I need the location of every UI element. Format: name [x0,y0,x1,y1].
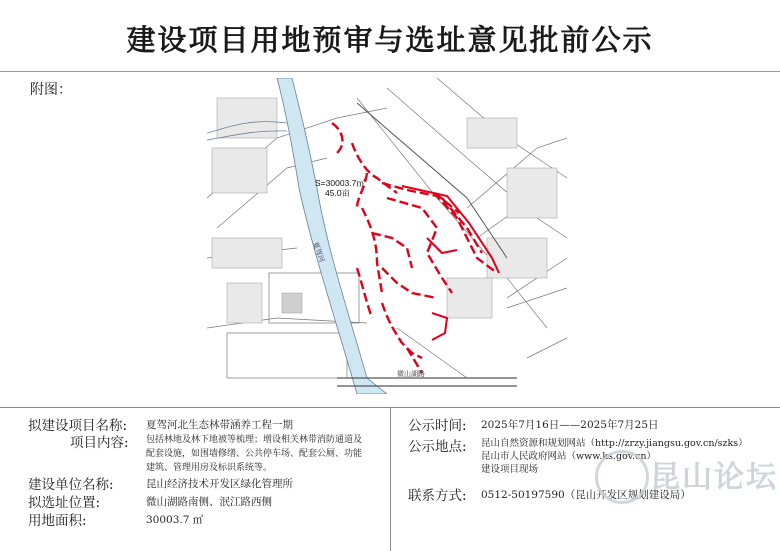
area-value: 30003.7 ㎡ [146,514,204,526]
watermark-logo [595,450,649,504]
map-road-label: 微山湖路 [397,370,425,378]
location-label: 拟选址位置: [28,495,101,511]
figure-label: 附图： [30,82,72,98]
map-area-mu: 45.0亩 [325,188,351,198]
unit-label: 建设单位名称: [28,477,114,493]
content-text [146,433,362,475]
place-line-2: 昆山市人民政府网站（www.ks.gov.cn） [481,451,656,462]
top-divider [0,71,780,72]
unit-value: 昆山经济技术开发区绿化管理所 [146,478,293,490]
project-name: 夏驾河北生态林带涵养工程一期 [146,419,293,431]
place-line-3: 建设项目现场 [481,464,539,475]
time-value: 2025年7月16日——2025年7月25日 [481,419,659,431]
place-line-1: 昆山自然资源和规划网站（http://zrzy.jiangsu.gov.cn/szks） [481,438,748,449]
site-map [207,78,567,394]
content-line-1: 包括林地及林下地被等梳理；增设相关林带消防通道及 [146,435,363,445]
project-name-label: 拟建设项目名称: [28,418,128,434]
place-label: 公示地点: [408,439,467,455]
page-title: 建设项目用地预审与选址意见批前公示 [126,23,654,57]
area-label: 用地面积: [28,513,87,529]
contact-value: 0512-50197590（昆山开发区规划建设局） [481,489,691,501]
time-label: 公示时间: [408,418,467,434]
location-value: 微山湖路南侧、泯江路西侧 [146,496,272,508]
map-river-label: 夏驾河 [311,240,326,264]
column-divider [390,407,391,551]
content-label: 项目内容: [70,435,129,451]
contact-label: 联系方式: [408,488,467,504]
watermark-text: 昆山论坛 [650,460,778,495]
content-line-3: 建筑、管理用房及标识系统等。 [146,463,273,473]
content-line-2: 配套设施，如围墙修缮、公共停车场、配套公厕、功能 [146,449,363,459]
site-map-drawing [207,78,567,394]
map-area-label: S=30003.7㎡ [315,178,365,188]
